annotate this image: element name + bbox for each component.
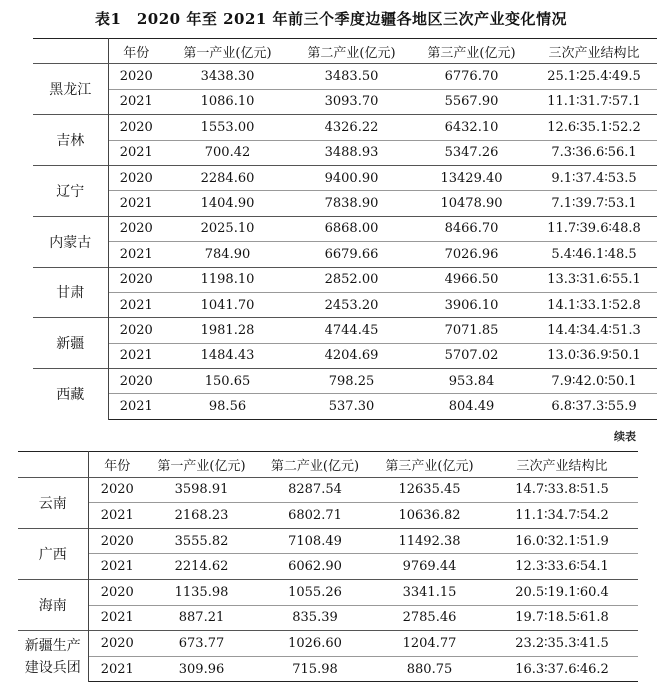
table-row (33, 242, 657, 267)
primary-cell: 1135.98 (146, 579, 257, 605)
secondary-cell: 3488.93 (291, 140, 412, 165)
primary-cell: 1404.90 (164, 191, 291, 216)
table-row (18, 605, 638, 631)
primary-cell: 700.42 (164, 140, 291, 165)
ratio-cell: 7.3∶36.6∶56.1 (531, 140, 657, 165)
ratio-cell: 14.4∶34.4∶51.3 (531, 318, 657, 343)
secondary-cell: 7108.49 (257, 528, 373, 554)
year-cell: 2021 (108, 343, 164, 368)
ratio-cell: 11.1∶31.7∶57.1 (531, 89, 657, 114)
ratio-cell: 11.7∶39.6∶48.8 (531, 216, 657, 241)
ratio-cell: 12.6∶35.1∶52.2 (531, 115, 657, 140)
year-cell: 2021 (108, 394, 164, 419)
secondary-cell: 1026.60 (257, 631, 373, 657)
tertiary-cell: 2785.46 (373, 605, 486, 631)
year-cell: 2021 (88, 656, 146, 682)
tertiary-cell: 1204.77 (373, 631, 486, 657)
continued-label: 续表 (614, 430, 636, 443)
region-cell: 黑龙江 (33, 64, 108, 115)
secondary-cell: 4744.45 (291, 318, 412, 343)
tertiary-cell: 7026.96 (412, 242, 531, 267)
table-row (33, 369, 657, 394)
table-row (33, 115, 657, 140)
primary-cell: 673.77 (146, 631, 257, 657)
secondary-cell: 3483.50 (324, 69, 379, 85)
tertiary-industry-header: 第三产业(亿元) (373, 452, 486, 478)
secondary-cell: 8287.54 (288, 482, 342, 498)
year-cell: 2020 (88, 631, 146, 657)
table-row (33, 267, 657, 292)
ratio-cell: 9.1∶37.4∶53.5 (531, 165, 657, 190)
year-cell: 2021 (108, 191, 164, 216)
primary-cell: 2284.60 (164, 165, 291, 190)
ratio-cell: 14.1∶33.1∶52.8 (531, 292, 657, 317)
structure-ratio-header: 三次产业结构比 (531, 39, 657, 64)
ratio-cell: 13.0∶36.9∶50.1 (531, 343, 657, 368)
primary-cell: 2168.23 (146, 503, 257, 529)
secondary-cell: 835.39 (257, 605, 373, 631)
ratio-cell: 5.4∶46.1∶48.5 (531, 242, 657, 267)
table-title: 表1 2020 年至 2021 年前三个季度边疆各地区三次产业变化情况 (94, 10, 568, 28)
table-1 (33, 38, 657, 420)
secondary-cell: 798.25 (291, 369, 412, 394)
region-cell: 广西 (18, 528, 88, 579)
tertiary-cell: 9769.44 (373, 554, 486, 580)
table-row (18, 503, 638, 529)
tertiary-cell: 7071.85 (412, 318, 531, 343)
secondary-cell: 4204.69 (291, 343, 412, 368)
tertiary-cell: 5567.90 (412, 89, 531, 114)
secondary-cell: 1055.26 (257, 579, 373, 605)
secondary-cell: 6802.71 (257, 503, 373, 529)
year-cell: 2020 (108, 318, 164, 343)
table-2 (18, 451, 638, 682)
secondary-cell: 7838.90 (291, 191, 412, 216)
year-cell: 2021 (108, 140, 164, 165)
region-cell: 内蒙古 (33, 216, 108, 267)
region-cell: 甘肃 (33, 267, 108, 318)
header-row (18, 452, 638, 478)
ratio-cell: 7.9∶42.0∶50.1 (531, 369, 657, 394)
tertiary-cell: 3341.15 (373, 579, 486, 605)
year-cell: 2021 (88, 605, 146, 631)
year-cell: 2020 (108, 165, 164, 190)
year-header: 年份 (108, 39, 164, 64)
primary-industry-header: 第一产业(亿元) (164, 39, 291, 64)
primary-cell: 3555.82 (146, 528, 257, 554)
secondary-industry-header: 第二产业(亿元) (291, 39, 412, 64)
year-cell: 2020 (88, 528, 146, 554)
region-cell: 辽宁 (33, 165, 108, 216)
ratio-cell: 19.7∶18.5∶61.8 (486, 605, 638, 631)
ratio-cell: 25.1∶25.4∶49.5 (547, 69, 641, 85)
secondary-cell: 2852.00 (291, 267, 412, 292)
secondary-cell: 4326.22 (291, 115, 412, 140)
year-cell: 2021 (88, 503, 146, 529)
tertiary-cell: 8466.70 (412, 216, 531, 241)
table-row (33, 89, 657, 114)
secondary-cell: 6679.66 (291, 242, 412, 267)
table-row (18, 656, 638, 682)
ratio-cell: 7.1∶39.7∶53.1 (531, 191, 657, 216)
tertiary-cell: 880.75 (373, 656, 486, 682)
year-cell: 2021 (108, 89, 164, 114)
primary-cell: 2025.10 (164, 216, 291, 241)
ratio-cell: 14.7∶33.8∶51.5 (515, 482, 609, 498)
header-row (33, 39, 657, 64)
tertiary-cell: 4966.50 (412, 267, 531, 292)
region-cell: 云南 (18, 477, 88, 528)
region-cell: 西藏 (33, 369, 108, 420)
secondary-cell: 6868.00 (291, 216, 412, 241)
tertiary-cell: 953.84 (412, 369, 531, 394)
secondary-cell: 537.30 (291, 394, 412, 419)
table-row (33, 318, 657, 343)
primary-cell: 309.96 (146, 656, 257, 682)
table-row (33, 216, 657, 241)
primary-cell: 98.56 (164, 394, 291, 419)
tertiary-cell: 5347.26 (412, 140, 531, 165)
year-cell: 2021 (108, 292, 164, 317)
table-row (18, 477, 638, 503)
secondary-industry-header: 第二产业(亿元) (257, 452, 373, 478)
primary-cell: 3438.30 (200, 69, 255, 85)
tertiary-cell: 12635.45 (398, 482, 461, 498)
year-cell: 2020 (108, 115, 164, 140)
table-row (18, 554, 638, 580)
tertiary-cell: 13429.40 (412, 165, 531, 190)
tertiary-cell: 5707.02 (412, 343, 531, 368)
primary-cell: 1041.70 (164, 292, 291, 317)
table-row (18, 579, 638, 605)
region-header (18, 452, 88, 478)
primary-cell: 1553.00 (164, 115, 291, 140)
year-cell: 2020 (108, 267, 164, 292)
year-cell: 2020 (88, 579, 146, 605)
ratio-cell: 16.3∶37.6∶46.2 (486, 656, 638, 682)
table-row (33, 140, 657, 165)
primary-cell: 1981.28 (164, 318, 291, 343)
table-row (33, 292, 657, 317)
ratio-cell: 20.5∶19.1∶60.4 (486, 579, 638, 605)
primary-industry-header: 第一产业(亿元) (146, 452, 257, 478)
table-row (18, 631, 638, 657)
ratio-cell: 16.0∶32.1∶51.9 (486, 528, 638, 554)
region-header (33, 39, 108, 64)
ratio-cell: 11.1∶34.7∶54.2 (486, 503, 638, 529)
ratio-cell: 12.3∶33.6∶54.1 (486, 554, 638, 580)
primary-cell: 150.65 (164, 369, 291, 394)
region-cell: 新疆 (33, 318, 108, 369)
tertiary-cell: 3906.10 (412, 292, 531, 317)
region-cell: 海南 (18, 579, 88, 630)
year-cell: 2020 (100, 482, 134, 498)
table-row (18, 528, 638, 554)
table-row (33, 343, 657, 368)
primary-cell: 3598.91 (174, 482, 229, 498)
year-header: 年份 (88, 452, 146, 478)
primary-cell: 784.90 (164, 242, 291, 267)
secondary-cell: 9400.90 (291, 165, 412, 190)
structure-ratio-header: 三次产业结构比 (486, 452, 638, 478)
tertiary-cell: 10636.82 (373, 503, 486, 529)
table-row (33, 394, 657, 419)
ratio-cell: 23.2∶35.3∶41.5 (486, 631, 638, 657)
year-cell: 2020 (108, 216, 164, 241)
table-row (33, 64, 657, 89)
primary-cell: 1086.10 (164, 89, 291, 114)
region-cell: 吉林 (33, 115, 108, 166)
region-cell: 新疆生产 建设兵团 (18, 631, 88, 682)
tertiary-cell: 11492.38 (373, 528, 486, 554)
secondary-cell: 6062.90 (257, 554, 373, 580)
secondary-cell: 2453.20 (291, 292, 412, 317)
year-cell: 2021 (108, 242, 164, 267)
secondary-cell: 3093.70 (291, 89, 412, 114)
primary-cell: 887.21 (146, 605, 257, 631)
tertiary-industry-header: 第三产业(亿元) (412, 39, 531, 64)
year-cell: 2020 (108, 369, 164, 394)
tertiary-cell: 6432.10 (412, 115, 531, 140)
primary-cell: 1484.43 (164, 343, 291, 368)
year-cell: 2020 (119, 69, 153, 85)
year-cell: 2021 (88, 554, 146, 580)
ratio-cell: 6.8∶37.3∶55.9 (531, 394, 657, 419)
primary-cell: 1198.10 (164, 267, 291, 292)
primary-cell: 2214.62 (146, 554, 257, 580)
tertiary-cell: 804.49 (412, 394, 531, 419)
table-row (33, 165, 657, 190)
ratio-cell: 13.3∶31.6∶55.1 (531, 267, 657, 292)
tertiary-cell: 10478.90 (412, 191, 531, 216)
secondary-cell: 715.98 (257, 656, 373, 682)
tertiary-cell: 6776.70 (444, 69, 499, 85)
table-row (33, 191, 657, 216)
